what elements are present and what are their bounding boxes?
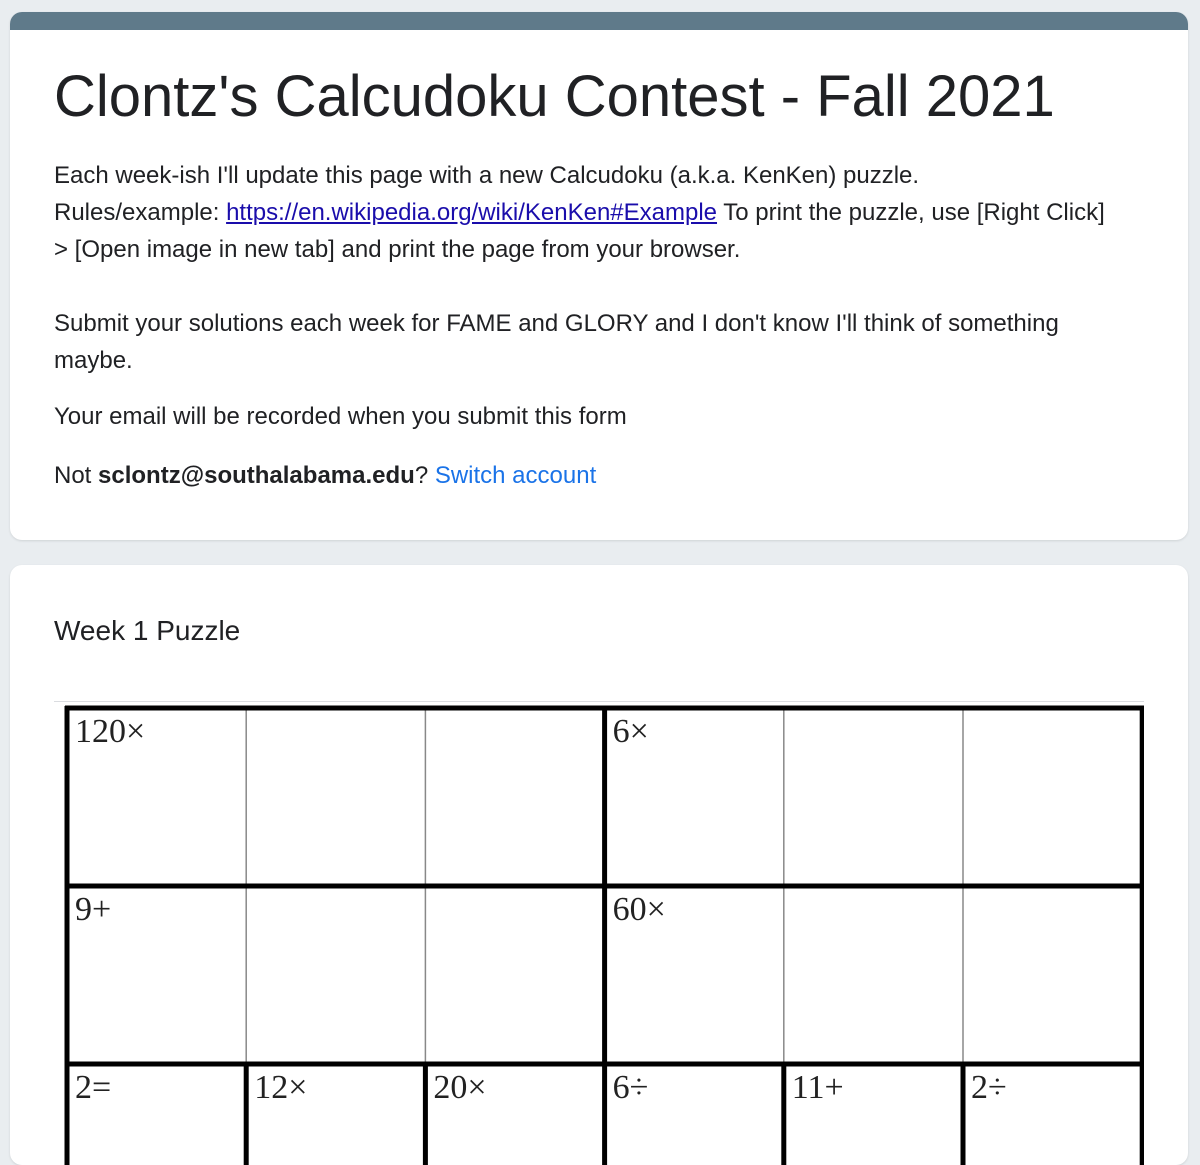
rules-suffix: To print the puzzle, use [Right Click] > [Open image in new tab] and print the page from your browser.	[54, 199, 1105, 263]
account-email: sclontz@southalabama.edu	[98, 462, 415, 489]
description-paragraph-2: Submit your solutions each week for FAME and GLORY and I don't know I'll think of something maybe.	[54, 310, 1059, 374]
header-accent-bar	[10, 12, 1188, 30]
cage-clue: 2÷	[971, 1069, 1007, 1106]
switch-account-link[interactable]: Switch account	[434, 462, 597, 489]
cage-clue: 60×	[612, 891, 666, 928]
cage-clue: 12×	[254, 1069, 308, 1106]
form-header-card	[10, 12, 1188, 540]
cage-clue: 11+	[791, 1069, 844, 1106]
question-card	[10, 565, 1188, 1165]
calcudoku-grid	[54, 702, 1144, 1165]
puzzle-image	[54, 701, 1144, 1165]
cage-clue: 120×	[75, 713, 146, 750]
rules-link[interactable]: https://en.wikipedia.org/wiki/KenKen#Example	[226, 199, 718, 226]
cage-clue: 2=	[75, 1069, 112, 1106]
email-recorded-notice: Your email will be recorded when you submit this form	[54, 403, 627, 430]
account-line	[54, 459, 596, 493]
rules-prefix: Rules/example:	[54, 199, 227, 226]
cage-clue: 6÷	[612, 1069, 649, 1106]
description-paragraph-1	[54, 157, 1114, 268]
cage-clue: 20×	[433, 1069, 487, 1106]
description-line-1: Each week-ish I'll update this page with a new Calcudoku (a.k.a. KenKen) puzzle.	[54, 162, 920, 189]
question-title: Week 1 Puzzle	[54, 615, 241, 646]
form-title: Clontz's Calcudoku Contest - Fall 2021	[54, 64, 1055, 129]
paragraph-gap	[54, 268, 1114, 305]
form-description	[54, 157, 1114, 379]
cage-clue: 9+	[75, 891, 112, 928]
account-prefix: Not	[54, 462, 99, 489]
account-suffix: ?	[414, 462, 435, 489]
cage-clue: 6×	[612, 713, 649, 750]
